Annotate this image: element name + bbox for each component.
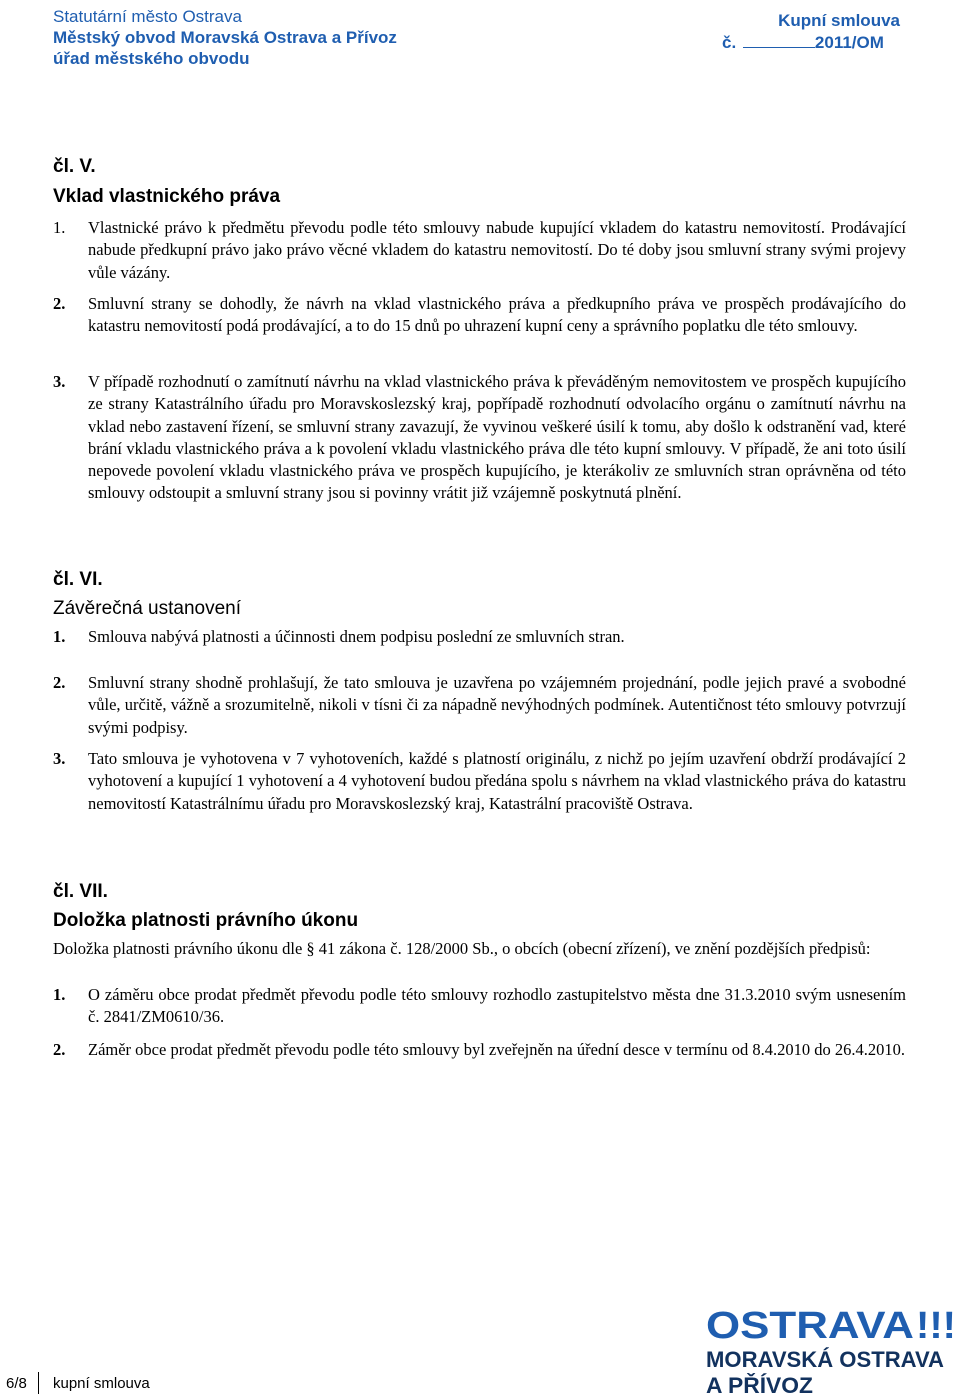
doc-number-suffix: 2011/OM: [814, 33, 884, 52]
doc-number: [722, 32, 902, 54]
item-number: 2.: [53, 294, 66, 313]
article-5-item-2: [53, 293, 906, 338]
logo-line3: A PŘÍVOZ: [706, 1373, 813, 1395]
article-5-item-3: [53, 371, 906, 505]
item-text: Smluvní strany se dohodly, že návrh na vklad vlastnického práva a předkupního práva ve prospěch prodávajícího do katastru nemovitostí podá prodávající, a to do 15 dnů po uhrazení kupní ceny a správního poplatku dle této smlouvy.: [88, 294, 906, 336]
article-6-item-3: [53, 748, 906, 815]
item-number: 3.: [53, 749, 66, 768]
item-text: Vlastnické právo k předmětu převodu podle této smlouvy nabude kupující vkladem do katastru nemovitostí. Prodávající nabude předkupní právo jako právo věcné vkladem do katastru nemovitostí. Do té doby jsou smluvní strany svými projevy vůle vázány.: [88, 218, 906, 282]
item-text: V případě rozhodnutí o zamítnutí návrhu na vklad vlastnického práva k převáděným nemovitostem ve prospěch kupujícího ze strany Katastrálního úřadu pro Moravskoslezský kraj, popřípadě rozhodnutí odvolacího orgánu o zamítnutí návrhu na vklad nebo zastavení řízení, se smluvní strany zavazují, že vyvinou veškeré úsilí k tomu, aby došlo k odstranění vad, které brání vkladu vlastnického práva a k povolení vkladu vlastnického práva dle této kupní smlouvy. V případě, že ani toto úsilí nepovede povolení vkladu vlastnického práva ve prospěch kupujícího, je kterákoliv ze smluvních stran oprávněna od této smlouvy odstoupit a smluvní strany jsou si povinny vrátit již vzájemně poskytnutá plnění.: [88, 372, 906, 503]
article-6-number: čl. VI.: [53, 569, 103, 590]
doc-type: Kupní smlouva: [778, 11, 900, 30]
page-number: 6/8: [6, 1375, 27, 1392]
article-7-item-1: [53, 984, 906, 1029]
item-text: Smluvní strany shodně prohlašují, že tato smlouva je uzavřena po vzájemném projednání, podle jejich pravé a svobodné vůle, určitě, vážně a srozumitelně, nikoli v tísni či za nápadně nevýhodných podmínek. Autentičnost této smlouvy potvrzují svými podpisy.: [88, 673, 906, 737]
footer-divider: [38, 1372, 39, 1394]
doc-number-blank: [743, 33, 815, 48]
ostrava-logo: [706, 1300, 956, 1395]
org-office: úřad městského obvodu: [53, 49, 250, 68]
item-number: 2.: [53, 673, 66, 692]
item-text: O záměru obce prodat předmět převodu podle této smlouvy rozhodlo zastupitelstvo města dne 31.3.2010 svým usnesením č. 2841/ZM0610/36.: [88, 985, 906, 1027]
article-5-number: čl. V.: [53, 156, 96, 177]
item-number: 1.: [53, 985, 66, 1004]
item-text: Smlouva nabývá platnosti a účinnosti dnem podpisu poslední ze smluvních stran.: [88, 627, 625, 646]
item-number: 1.: [53, 218, 66, 237]
header-organization: [53, 6, 397, 69]
article-6-title: Závěrečná ustanovení: [53, 598, 242, 619]
article-7-item-2: [53, 1039, 906, 1061]
article-5-title: Vklad vlastnického práva: [53, 186, 281, 207]
org-district: Městský obvod Moravská Ostrava a Přívoz: [53, 28, 397, 47]
article-7-title: Doložka platnosti právního úkonu: [53, 910, 359, 931]
article-5-item-1: [53, 217, 906, 284]
logo-line2: MORAVSKÁ OSTRAVA: [706, 1347, 945, 1372]
header-document: [722, 10, 902, 54]
article-6-item-2: [53, 672, 906, 739]
doc-number-prefix: č.: [722, 33, 737, 52]
org-city: Statutární město Ostrava: [53, 7, 242, 26]
item-text: Záměr obce prodat předmět převodu podle této smlouvy byl zveřejněn na úřední desce v termínu od 8.4.2010 do 26.4.2010.: [88, 1040, 905, 1059]
logo-marks: !!!: [916, 1305, 956, 1347]
footer-label: kupní smlouva: [53, 1375, 150, 1392]
item-number: 3.: [53, 372, 66, 391]
article-7-number: čl. VII.: [53, 881, 108, 902]
logo-word: OSTRAVA: [706, 1305, 914, 1347]
item-number: 1.: [53, 627, 66, 646]
article-6-item-1: [53, 626, 906, 648]
item-text: Tato smlouva je vyhotovena v 7 vyhotoveních, každé s platností originálu, z nichž po jejím uzavření obdrží prodávající 2 vyhotovení a kupující 1 vyhotovení a 4 vyhotovení budou předána spolu s návrhem na vklad vlastnického práva do katastru nemovitostí Katastrálnímu úřadu pro Moravskoslezský kraj, Katastrální pracoviště Ostrava.: [88, 749, 906, 813]
article-7-intro: Doložka platnosti právního úkonu dle § 41 zákona č. 128/2000 Sb., o obcích (obecní zřízení), ve znění pozdějších předpisů:: [53, 939, 871, 958]
item-number: 2.: [53, 1040, 66, 1059]
